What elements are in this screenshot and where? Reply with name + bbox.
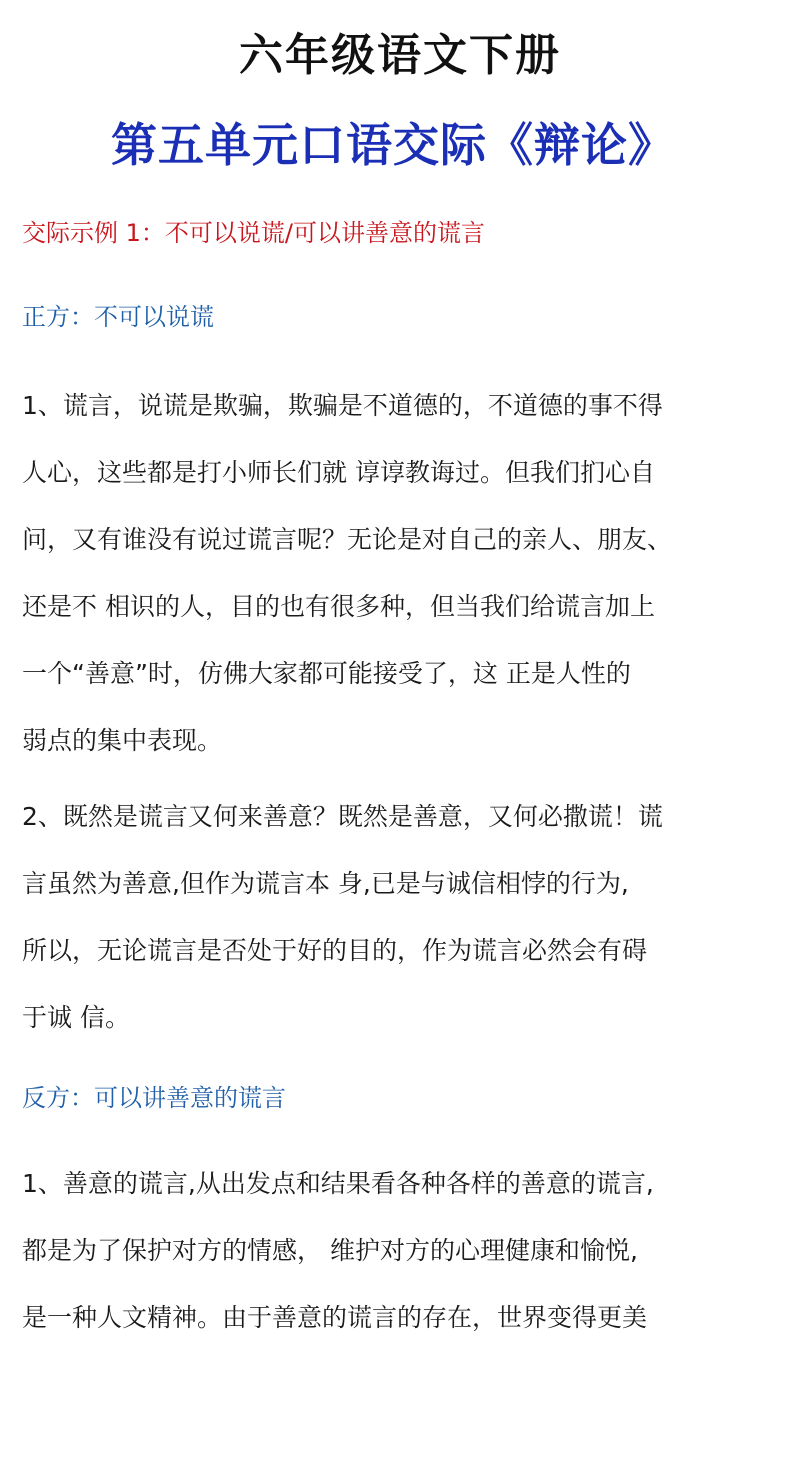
con-paragraph-1 (22, 1150, 782, 1351)
page-subtitle (0, 110, 800, 180)
pro-paragraph-1 (22, 372, 782, 774)
text-line: 所以，无论谎言是否处于好的目的，作为谎言必然会有碍 (22, 936, 648, 965)
text-line: 一个“善意”时，仿佛大家都可能接受了，这 正是人性的 (22, 659, 631, 688)
text-line: 都是为了保护对方的情感， 维护对方的心理健康和愉悦, (22, 1236, 638, 1265)
text-line: 于诚 信。 (22, 1003, 130, 1032)
text-line: 还是不 相识的人，目的也有很多种，但当我们给谎言加上 (22, 592, 655, 621)
text-line: 2、既然是谎言又何来善意？既然是善意，又何必撒谎！谎 (22, 802, 663, 831)
text-line: 1、谎言，说谎是欺骗，欺骗是不道德的，不道德的事不得 (22, 391, 663, 420)
example-heading: 交际示例 1：不可以说谎/可以讲善意的谎言 (22, 219, 485, 247)
con-heading: 反方：可以讲善意的谎言 (22, 1084, 286, 1112)
text-line: 言虽然为善意,但作为谎言本 身,已是与诚信相悖的行为, (22, 869, 629, 898)
subtitle-text: 第五单元口语交际《辩论》 (111, 118, 675, 172)
pro-heading: 正方：不可以说谎 (22, 303, 214, 331)
text-line: 是一种人文精神。由于善意的谎言的存在，世界变得更美 (22, 1303, 648, 1332)
text-line: 弱点的集中表现。 (22, 726, 223, 755)
text-line: 人心，这些都是打小师长们就 谆谆教诲过。但我们扪心自 (22, 458, 655, 487)
text-line: 问，又有谁没有说过谎言呢？无论是对自己的亲人、朋友、 (22, 525, 673, 554)
text-line: 1、善意的谎言,从出发点和结果看各种各样的善意的谎言, (22, 1169, 654, 1198)
pro-paragraph-2 (22, 783, 782, 1051)
page-title: 六年级语文下册 (239, 30, 561, 81)
